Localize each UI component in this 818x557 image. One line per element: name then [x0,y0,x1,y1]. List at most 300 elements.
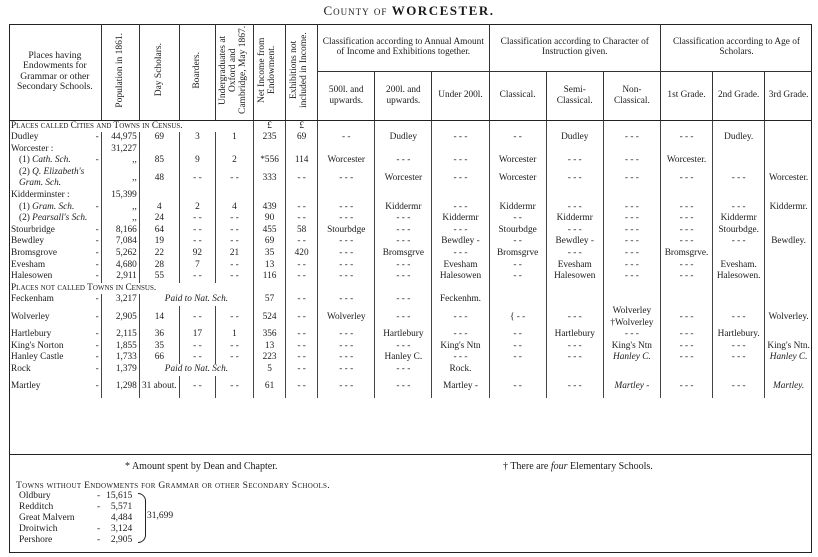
semi-classical-cell [546,294,603,306]
table-row [9,202,812,214]
place-name: Hartlebury - [11,329,99,340]
day-scholars-cell: 28 [139,260,179,272]
grade1-cell [660,144,712,156]
exhibitions-cell [286,190,318,202]
header-1st-grade: 1st Grade. [660,71,712,120]
boarders-cell: - - [179,341,215,353]
table-row [9,271,812,283]
town-name: Droitwich [19,524,58,534]
title-county: WORCESTER. [391,3,495,18]
population-cell: 1,733 [101,352,139,364]
income-200-cell: Kiddermr [375,202,432,214]
town-dash: - [97,502,101,512]
table-row [9,352,812,364]
net-income-cell: 13 [254,341,286,353]
header-group-income: Classification according to Annual Amount of Income and Exhibitions together. [318,24,489,71]
grade2-cell: - - - [713,236,765,248]
classical-cell: Worcester [489,167,546,190]
grade3-cell [765,213,812,225]
grade3-cell [765,364,812,376]
grade3-cell [765,155,812,167]
grade2-cell: Hartlebury. [713,329,765,341]
blank-cell [603,283,660,295]
classical-cell: - - [489,213,546,225]
income-200-cell: - - - [375,306,432,329]
header-undergraduates: Undergraduates at Oxford and Cambridge, May 1867. [215,24,253,120]
income-500-cell: - - - [318,352,375,364]
income-under-cell: - - - [432,352,489,364]
semi-classical-cell: - - - [546,155,603,167]
grade2-cell [713,155,765,167]
grade3-cell [765,260,812,272]
undergraduates-cell: - - [215,376,253,398]
income-under-cell: - - - [432,329,489,341]
exhibitions-cell: 420 [286,248,318,260]
towns-title: Towns without Endowments for Grammar or other Secondary Schools. [16,480,330,491]
population-cell: 2,905 [101,306,139,329]
income-200-cell: Dudley [375,132,432,144]
exhibitions-cell: - - [286,167,318,190]
town-population: 3,124 [110,524,133,534]
non-classical-cell: - - - [603,236,660,248]
classical-cell [489,144,546,156]
paid-note-cell: Paid to Nat. Sch. [139,294,253,306]
income-200-cell: - - - [375,271,432,283]
blank-cell [489,283,546,295]
income-under-cell: Bewdley - [432,236,489,248]
income-200-cell: Bromsgrve [375,248,432,260]
grade3-cell [765,248,812,260]
semi-classical-cell: - - - [546,306,603,329]
blank-cell [254,283,286,295]
day-scholars-cell: 31 about. [139,376,179,398]
population-cell: 31,227 [101,144,139,156]
net-income-cell: 57 [254,294,286,306]
boarders-cell: 17 [179,329,215,341]
currency-exhibitions: £ [286,120,318,132]
header-under-200l: Under 200l. [432,71,489,120]
title-prefix: County of [323,3,388,18]
town-row [16,535,135,546]
non-classical-cell: - - - [603,213,660,225]
population-cell: 7,084 [101,236,139,248]
header-3rd-grade: 3rd Grade. [765,71,812,120]
grade1-cell: - - - [660,352,712,364]
exhibitions-cell: - - [286,306,318,329]
town-population: 5,571 [110,502,133,512]
grade3-cell: Wolverley. [765,306,812,329]
paid-note-cell: Paid to Nat. Sch. [139,364,253,376]
non-classical-cell: - - - [603,248,660,260]
non-classical-cell: Hanley C. [603,352,660,364]
grade3-cell [765,144,812,156]
classical-cell: - - [489,329,546,341]
income-500-cell: Worcester [318,155,375,167]
grade1-cell: - - - [660,132,712,144]
town-population: 15,615 [106,491,133,501]
income-200-cell: - - - [375,260,432,272]
exhibitions-cell: - - [286,260,318,272]
income-500-cell [318,190,375,202]
grade3-cell [765,271,812,283]
undergraduates-cell [215,144,253,156]
undergraduates-cell: - - [215,225,253,237]
grade3-cell [765,294,812,306]
classical-cell: { - - [489,306,546,329]
header-200l: 200l. and upwards. [375,71,432,120]
undergraduates-cell: 2 [215,155,253,167]
boarders-cell: 7 [179,260,215,272]
grade3-cell: Worcester. [765,167,812,190]
non-classical-cell: - - - [603,202,660,214]
non-classical-cell: King's Ntn [603,341,660,353]
exhibitions-cell [286,144,318,156]
income-200-cell: - - - [375,213,432,225]
income-500-cell: Wolverley [318,306,375,329]
day-scholars-cell: 55 [139,271,179,283]
place-name: Evesham - [11,259,99,270]
town-dash: - [97,524,101,534]
table-row [9,329,812,341]
semi-classical-cell [546,364,603,376]
towns-total: 31,699 [147,511,174,521]
population-cell: 44,975 [101,132,139,144]
grade3-cell: Hanley C. [765,352,812,364]
grade1-cell: - - - [660,306,712,329]
undergraduates-cell: - - [215,306,253,329]
semi-classical-cell: Halesowen [546,271,603,283]
place-name: (2) Q. Elizabeth's Gram. Sch. [19,166,85,189]
net-income-cell: 69 [254,236,286,248]
blank-cell [375,283,432,295]
boarders-cell [179,144,215,156]
blank-cell [432,283,489,295]
semi-classical-cell: - - - [546,352,603,364]
grade3-cell [765,225,812,237]
place-name: Feckenham - [11,294,99,305]
header-group-age: Classification according to Age of Scholars. [660,24,812,71]
grade1-cell: - - - [660,213,712,225]
income-500-cell: - - - [318,260,375,272]
semi-classical-cell: - - - [546,225,603,237]
undergraduates-cell: - - [215,236,253,248]
non-classical-cell: - - - [603,225,660,237]
town-population: 4,484 [110,513,133,523]
exhibitions-cell: - - [286,202,318,214]
income-200-cell: Hartlebury [375,329,432,341]
grade3-cell: Kiddermr. [765,202,812,214]
exhibitions-cell: 69 [286,132,318,144]
grade3-cell [765,329,812,341]
header-exhibitions: Exhibitions not included in Income. [286,24,318,120]
population-cell: 4,680 [101,260,139,272]
income-under-cell: Feckenhm. [432,294,489,306]
table-row [9,260,812,272]
non-classical-cell: - - - [603,271,660,283]
place-name: Kidderminster : [11,190,70,201]
population-cell: 2,911 [101,271,139,283]
blank-cell [546,283,603,295]
table-row [9,225,812,237]
grade2-cell [713,144,765,156]
population-cell: 3,217 [101,294,139,306]
semi-classical-cell: - - - [546,202,603,214]
semi-classical-cell: - - - [546,376,603,398]
income-500-cell: - - - [318,329,375,341]
footer-divider [9,454,812,455]
net-income-cell: *556 [254,155,286,167]
income-under-cell: - - - [432,248,489,260]
header-day-scholars: Day Scholars. [139,24,179,120]
table-row [9,155,812,167]
net-income-cell: 223 [254,352,286,364]
grade1-cell [660,190,712,202]
blank-cell [765,283,812,295]
classical-cell: - - [489,271,546,283]
income-under-cell [432,144,489,156]
table-row [9,213,812,225]
semi-classical-cell: - - - [546,248,603,260]
grade3-cell: Bewdley. [765,236,812,248]
place-name: Bromsgrove - [11,248,99,259]
net-income-cell: 356 [254,329,286,341]
boarders-cell: - - [179,352,215,364]
table-row [9,248,812,260]
schools-table [9,24,812,398]
non-classical-cell: Martley - [603,376,660,398]
table-row [9,364,812,376]
header-500l: 500l. and upwards. [318,71,375,120]
net-income-cell: 455 [254,225,286,237]
semi-classical-cell: Kiddermr [546,213,603,225]
net-income-cell: 5 [254,364,286,376]
table-body [9,120,812,398]
town-name: Great Malvern [19,513,75,523]
undergraduates-cell: - - [215,167,253,190]
undergraduates-cell: 1 [215,132,253,144]
table-row [9,306,812,329]
boarders-cell: - - [179,306,215,329]
exhibitions-cell: - - [286,352,318,364]
day-scholars-cell: 64 [139,225,179,237]
table-row [9,294,812,306]
population-cell: 1,379 [101,364,139,376]
day-scholars-cell: 48 [139,167,179,190]
net-income-cell: 61 [254,376,286,398]
non-classical-cell [603,294,660,306]
section2-title: Places not called Towns in Census. [11,282,157,293]
exhibitions-cell: 114 [286,155,318,167]
undergraduates-cell: - - [215,260,253,272]
classical-cell: Bromsgrve [489,248,546,260]
classical-cell: Stourbdge [489,225,546,237]
header-boarders: Boarders. [179,24,215,120]
exhibitions-cell: 58 [286,225,318,237]
section-heading [9,283,812,295]
boarders-cell: - - [179,167,215,190]
day-scholars-cell [139,144,179,156]
grade2-cell [713,248,765,260]
town-row [16,513,135,524]
population-cell: 5,262 [101,248,139,260]
header-population: Population in 1861. [101,24,139,120]
boarders-cell: - - [179,225,215,237]
grade2-cell: - - - [713,376,765,398]
day-scholars-cell: 35 [139,341,179,353]
place-name: (1) Gram. Sch. - [19,201,99,212]
income-200-cell: - - - [375,341,432,353]
place-name: Rock - [11,363,99,374]
undergraduates-cell: 21 [215,248,253,260]
table-row [9,132,812,144]
header-net-income: Net Income from Endowment. [254,24,286,120]
place-name: King's Norton - [11,340,99,351]
grade3-cell [765,132,812,144]
town-name: Redditch [19,502,54,512]
income-200-cell: Hanley C. [375,352,432,364]
undergraduates-cell: - - [215,213,253,225]
blank-cell [713,283,765,295]
classical-cell: - - [489,132,546,144]
grade2-cell: - - - [713,167,765,190]
grade1-cell: - - - [660,271,712,283]
population-cell: ,, [101,213,139,225]
income-under-cell: King's Ntn [432,341,489,353]
undergraduates-cell [215,190,253,202]
income-under-cell: - - - [432,167,489,190]
income-under-cell: - - - [432,225,489,237]
semi-classical-cell: - - - [546,341,603,353]
income-under-cell: - - - [432,155,489,167]
grade3-cell [765,190,812,202]
towns-brace [138,493,146,543]
boarders-cell: 9 [179,155,215,167]
income-under-cell: Rock. [432,364,489,376]
classical-cell [489,294,546,306]
population-cell: 1,298 [101,376,139,398]
classical-cell: Worcester [489,155,546,167]
semi-classical-cell [546,144,603,156]
grade2-cell: - - - [713,202,765,214]
table-row [9,236,812,248]
day-scholars-cell [139,190,179,202]
non-classical-cell [603,364,660,376]
classical-cell: - - [489,376,546,398]
semi-classical-cell: Dudley [546,132,603,144]
section-heading: Places called Cities and Towns in Census. £ £ [9,120,812,132]
day-scholars-cell: 69 [139,132,179,144]
grade1-cell: - - - [660,202,712,214]
footnote-dagger: † There are four Elementary Schools. [503,461,653,472]
day-scholars-cell: 36 [139,329,179,341]
exhibitions-cell: - - [286,329,318,341]
income-under-cell: Martley - [432,376,489,398]
income-200-cell: - - - [375,236,432,248]
boarders-cell: 3 [179,132,215,144]
semi-classical-cell: Evesham [546,260,603,272]
header-non-classical: Non-Classical. [603,71,660,120]
towns-table [16,491,135,546]
undergraduates-cell: 4 [215,202,253,214]
population-cell: 2,115 [101,329,139,341]
town-row [16,502,135,513]
income-under-cell: - - - [432,306,489,329]
income-under-cell: Kiddermr [432,213,489,225]
grade2-cell: - - - [713,352,765,364]
income-500-cell: - - - [318,167,375,190]
net-income-cell: 439 [254,202,286,214]
grade1-cell [660,364,712,376]
grade2-cell: Stourbdge. [713,225,765,237]
income-200-cell [375,144,432,156]
non-classical-cell: Wolverley †Wolverley [603,306,660,329]
boarders-cell: 2 [179,202,215,214]
income-200-cell [375,190,432,202]
grade1-cell: - - - [660,167,712,190]
grade2-cell: - - - [713,306,765,329]
place-name: Wolverley - [11,311,99,322]
table-row [9,376,812,398]
town-name: Oldbury [19,491,51,501]
boarders-cell [179,190,215,202]
income-200-cell: - - - [375,225,432,237]
header-2nd-grade: 2nd Grade. [713,71,765,120]
income-under-cell [432,190,489,202]
grade2-cell: Evesham. [713,260,765,272]
grade2-cell [713,190,765,202]
page-title [0,3,818,19]
non-classical-cell [603,190,660,202]
classical-cell: Kiddermr [489,202,546,214]
grade1-cell: - - - [660,236,712,248]
net-income-cell: 116 [254,271,286,283]
exhibitions-cell: - - [286,341,318,353]
grade2-cell: Halesowen. [713,271,765,283]
exhibitions-cell: - - [286,364,318,376]
day-scholars-cell: 24 [139,213,179,225]
income-200-cell: - - - [375,155,432,167]
boarders-cell: - - [179,376,215,398]
header-semi-classical: Semi-Classical. [546,71,603,120]
grade2-cell: - - - [713,341,765,353]
non-classical-cell: - - - [603,260,660,272]
town-dash: - [97,491,101,501]
population-cell: 15,399 [101,190,139,202]
header-classical: Classical. [489,71,546,120]
income-500-cell: - - - [318,213,375,225]
boarders-cell: - - [179,271,215,283]
blank-cell [660,283,712,295]
population-cell: 1,855 [101,341,139,353]
net-income-cell [254,144,286,156]
semi-classical-cell [546,190,603,202]
undergraduates-cell: - - [215,341,253,353]
grade1-cell: - - - [660,260,712,272]
income-500-cell: - - - [318,341,375,353]
town-name: Pershore [19,535,53,545]
classical-cell [489,364,546,376]
classical-cell [489,190,546,202]
grade1-cell: Worcester. [660,155,712,167]
town-population: 2,905 [110,535,133,545]
grade3-cell: Martley. [765,376,812,398]
boarders-cell: 92 [179,248,215,260]
income-500-cell: - - - [318,376,375,398]
non-classical-cell [603,144,660,156]
grade2-cell [713,364,765,376]
income-500-cell [318,144,375,156]
blank-cell [318,283,375,295]
